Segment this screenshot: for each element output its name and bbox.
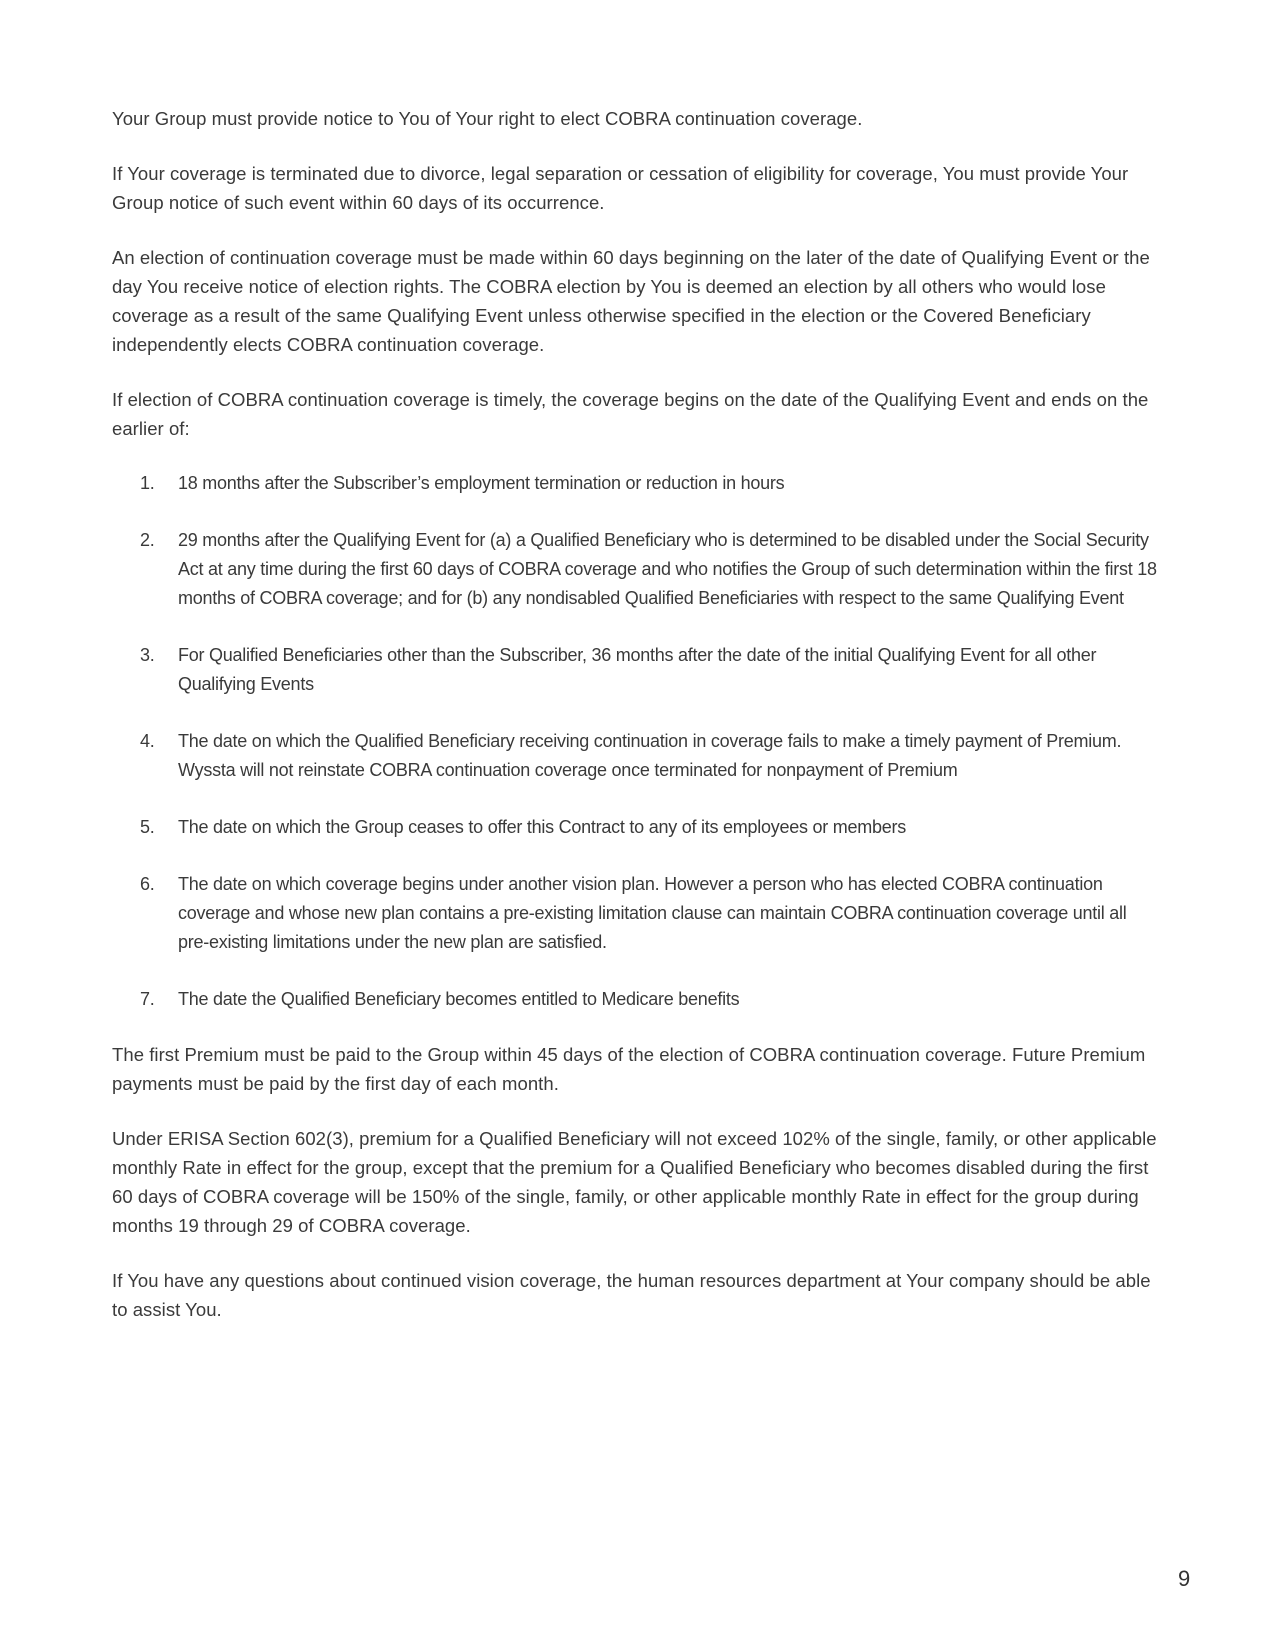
list-item	[112, 727, 1162, 785]
document-page	[112, 104, 1162, 1350]
paragraph-election-timing: An election of continuation coverage must be made within 60 days beginning on the later of the date of Qualifying Event or the day You receive notice of election rights. The COBRA election by You is deemed an election by all others who would lose coverage as a result of the same Qualifying Event unless otherwise specified in the election or the Covered Beneficiary independently elects COBRA continuation coverage.	[112, 247, 1150, 355]
list-number: 3.	[140, 645, 155, 665]
paragraph-termination-notice: If Your coverage is terminated due to divorce, legal separation or cessation of eligibility for coverage, You must provide Your Group notice of such event within 60 days of its occurrence.	[112, 163, 1129, 213]
list-item-text: The date the Qualified Beneficiary becomes entitled to Medicare benefits	[178, 989, 740, 1009]
list-item	[112, 526, 1162, 613]
list-item	[112, 641, 1162, 699]
list-item-text: The date on which the Group ceases to offer this Contract to any of its employees or members	[178, 817, 907, 837]
list-number: 5.	[140, 817, 155, 837]
paragraph-notice-right: Your Group must provide notice to You of Your right to elect COBRA continuation coverage.	[112, 108, 863, 129]
list-item	[112, 985, 1162, 1014]
list-item-text: The date on which coverage begins under another vision plan. However a person who has elected COBRA continuation coverage and whose new plan contains a pre-existing limitation clause can maintain COBRA continuation coverage until all pre-existing limitations under the new plan are satisfied.	[178, 874, 1127, 952]
paragraph-erisa-premium: Under ERISA Section 602(3), premium for a Qualified Beneficiary will not exceed 102% of the single, family, or other applicable monthly Rate in effect for the group, except that the premium for a Qualified Beneficiary who becomes disabled during the first 60 days of COBRA coverage will be 150% of the single, family, or other applicable monthly Rate in effect for the group during months 19 through 29 of COBRA coverage.	[112, 1128, 1157, 1236]
paragraph-coverage-period: If election of COBRA continuation coverage is timely, the coverage begins on the date of the Qualifying Event and ends on the earlier of:	[112, 389, 1149, 439]
list-item-text: The date on which the Qualified Beneficiary receiving continuation in coverage fails to make a timely payment of Premium. Wyssta will not reinstate COBRA continuation coverage once terminated for nonpayment of Premium	[178, 731, 1122, 780]
list-number: 6.	[140, 874, 155, 894]
list-item-text: For Qualified Beneficiaries other than the Subscriber, 36 months after the date of the initial Qualifying Event for all other Qualifying Events	[178, 645, 1097, 694]
list-item-text: 18 months after the Subscriber’s employment termination or reduction in hours	[178, 473, 785, 493]
list-item	[112, 870, 1162, 957]
list-item-text: 29 months after the Qualifying Event for (a) a Qualified Beneficiary who is determined to be disabled under the Social Security Act at any time during the first 60 days of COBRA coverage and who notifies the Group of such determination within the first 18 months of COBRA coverage; and for (b) any nondisabled Qualified Beneficiaries with respect to the same Qualifying Event	[178, 530, 1157, 608]
coverage-end-list	[112, 469, 1162, 1014]
list-number: 7.	[140, 989, 155, 1009]
list-number: 2.	[140, 530, 155, 550]
list-item	[112, 469, 1162, 498]
list-item	[112, 813, 1162, 842]
list-number: 4.	[140, 731, 155, 751]
paragraph-questions: If You have any questions about continued vision coverage, the human resources department at Your company should be able to assist You.	[112, 1270, 1151, 1320]
page-number: 9	[1178, 1566, 1191, 1591]
paragraph-first-premium: The first Premium must be paid to the Group within 45 days of the election of COBRA continuation coverage. Future Premium payments must be paid by the first day of each month.	[112, 1044, 1146, 1094]
list-number: 1.	[140, 473, 155, 493]
